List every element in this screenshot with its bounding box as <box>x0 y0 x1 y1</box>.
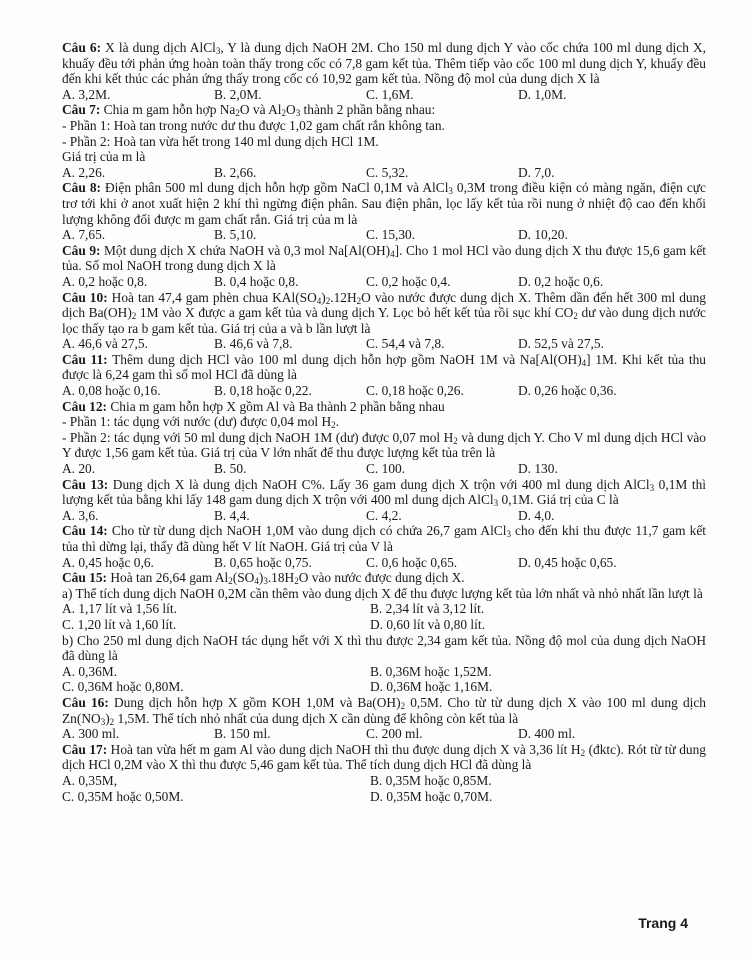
options-row <box>62 227 706 243</box>
question-stem: Câu 17: Hoà tan vừa hết m gam Al vào dung dịch NaOH thì thu được dung dịch X và 3,36 lít $H_2$ (đktc). Rót từ từ dung dịch HCl 0,2M vào X thì thu được 5,46 gam kết tủa. Thể tích dung dịch HCl đã dùng là <box>62 741 706 773</box>
answer-option: A. 0,45 hoặc 0,6. <box>62 554 154 570</box>
answer-option: B. 0,65 hoặc 0,75. <box>214 554 312 570</box>
answer-option: C. 1,20 lít và 1,60 lít. <box>62 616 177 632</box>
answer-option: B. 4,4. <box>214 507 250 523</box>
answer-option: D. 10,20. <box>518 227 568 243</box>
answer-option: C. 0,18 hoặc 0,26. <box>366 383 464 399</box>
answer-option: A. 20. <box>62 461 96 477</box>
question-stem: Câu 9: Một dung dịch X chứa NaOH và 0,3 mol $Na[Al(OH)_4]$. Cho 1 mol HCl vào dung dịch X thu được 15,6 gam kết tủa. Số mol NaOH trong dung dịch X là <box>62 242 706 274</box>
answer-option: A. 0,36M. <box>62 663 118 679</box>
answer-option: D. 130. <box>518 461 558 477</box>
question-number: Câu 9: <box>62 242 101 258</box>
answer-option: D. 4,0. <box>518 507 555 523</box>
options-row <box>62 508 706 524</box>
options-grid <box>62 773 706 804</box>
answer-option: D. 0,2 hoặc 0,6. <box>518 273 604 289</box>
question-stem: Câu 16: Dung dịch hỗn hợp X gồm KOH 1,0M và $Ba(OH)_2$ 0,5M. Cho từ từ dung dịch X vào 100 ml dung dịch $Zn(NO_3)_2$ 1,5M. Thể tích nhỏ nhất của dung dịch X cần dùng để không còn kết tủa là <box>62 694 706 727</box>
question-line: - Phần 2: tác dụng với 50 ml dung dịch NaOH 1M (dư) được 0,07 mol $H_2$ và dung dịch Y. Cho V ml dung dịch HCl vào Y được 1,56 gam kết tủa. Giá trị của V lớn nhất để thu được lượng kết tủa trên là <box>62 429 706 461</box>
question-line: b) Cho 250 ml dung dịch NaOH tác dụng hết với X thì thu được 2,34 gam kết tủa. Nồng độ mol của dung dịch NaOH đã dùng là <box>62 632 706 664</box>
answer-option: C. 15,30. <box>366 227 416 243</box>
answer-option: C. 4,2. <box>366 507 402 523</box>
question-line: - Phần 1: Hoà tan trong nước dư thu được 1,02 gam chất rắn không tan. <box>62 117 445 133</box>
answer-option: B. 2,66. <box>214 164 257 180</box>
question-line: - Phần 1: tác dụng với nước (dư) được 0,04 mol $H_2$. <box>62 414 339 431</box>
options-row <box>62 383 706 399</box>
answer-option: A. 0,08 hoặc 0,16. <box>62 383 161 399</box>
answer-option: D. 0,26 hoặc 0,36. <box>518 383 617 399</box>
options-row <box>62 274 706 290</box>
question-number: Câu 8: <box>62 180 101 196</box>
answer-option: B. 2,34 lít và 3,12 lít. <box>370 601 485 617</box>
question-number: Câu 13: <box>62 476 109 492</box>
answer-option: D. 0,35M hoặc 0,70M. <box>370 788 493 804</box>
answer-option: C. 0,35M hoặc 0,50M. <box>62 788 184 804</box>
question-line: Giá trị của m là <box>62 149 146 165</box>
answer-option: C. 54,4 và 7,8. <box>366 336 445 352</box>
question-stem: Câu 6: X là dung dịch AlCl$_3$, Y là dung dịch NaOH 2M. Cho 150 ml dung dịch Y vào cốc chứa 100 ml dung dịch X, khuấy đều tới phản ứng hoàn toàn thấy trong cốc có 7,8 gam kết tủa. Thêm tiếp vào cốc 100 ml dung dịch Y, khuấy đều đến khi kết thúc các phản ứng thấy trong cốc có 10,92 gam kết tủa. Nồng độ mol của dung dịch X là <box>62 40 706 87</box>
answer-option: D. 400 ml. <box>518 726 576 742</box>
answer-option: B. 0,35M hoặc 0,85M. <box>370 772 492 788</box>
options-row <box>62 726 706 742</box>
answer-option: B. 150 ml. <box>214 726 271 742</box>
answer-option: C. 200 ml. <box>366 726 423 742</box>
question-line: - Phần 2: Hoà tan vừa hết trong 140 ml dung dịch HCl 1M. <box>62 133 379 149</box>
answer-option: C. 0,6 hoặc 0,65. <box>366 554 458 570</box>
question-number: Câu 12: <box>62 398 108 414</box>
question-stem: Câu 8: Điện phân 500 ml dung dịch hỗn hợp gồm NaCl 0,1M và AlCl$_3$ 0,3M trong điều kiện có màng ngăn, điện cực trơ tới khi ở anot xuất hiện 2 khí thì ngừng điện phân. Sau điện phân, lọc lấy kết tủa rồi nung ở nhiệt độ cao đến khối lượng không đổi được m gam chất rắn. Giá trị của m là <box>62 180 706 227</box>
options-row <box>62 336 706 352</box>
question-stem: Câu 15: Hoà tan 26,64 gam $Al_2(SO_4)_3.18H_2O$ vào nước được dung dịch X. <box>62 570 465 587</box>
answer-option: A. 3,2M. <box>62 86 111 102</box>
options-row <box>62 87 706 103</box>
answer-option: D. 1,0M. <box>518 86 567 102</box>
question-number: Câu 16: <box>62 694 109 710</box>
question-stem: Câu 11: Thêm dung dịch HCl vào 100 ml dung dịch hỗn hợp gồm NaOH 1M và $Na[Al(OH)_4]$ 1M. Khi kết tủa thu được là 6,24 gam thì số mol HCl đã dùng là <box>62 351 706 383</box>
question-number: Câu 7: <box>62 102 101 118</box>
question-number: Câu 15: <box>62 570 108 586</box>
question-line: a) Thể tích dung dịch NaOH 0,2M cần thêm vào dung dịch X để thu được lượng kết tủa lớn nhất và nhỏ nhất lần lượt là <box>62 585 703 601</box>
options-grid <box>62 664 706 695</box>
answer-option: B. 5,10. <box>214 227 257 243</box>
answer-option: A. 0,2 hoặc 0,8. <box>62 273 148 289</box>
answer-option: D. 0,60 lít và 0,80 lít. <box>370 616 485 632</box>
answer-option: A. 46,6 và 27,5. <box>62 336 148 352</box>
answer-option: C. 5,32. <box>366 164 409 180</box>
question-number: Câu 10: <box>62 289 108 305</box>
answer-option: C. 0,36M hoặc 0,80M. <box>62 679 184 695</box>
question-stem: Câu 7: Chia m gam hỗn hợp $Na_2O$ và $Al_2O_3$ thành 2 phần bằng nhau: <box>62 102 436 119</box>
answer-option: D. 0,36M hoặc 1,16M. <box>370 679 493 695</box>
answer-option: B. 2,0M. <box>214 86 262 102</box>
question-number: Câu 17: <box>62 741 108 757</box>
answer-option: B. 0,4 hoặc 0,8. <box>214 273 299 289</box>
answer-option: A. 1,17 lít và 1,56 lít. <box>62 601 177 617</box>
answer-option: D. 7,0. <box>518 164 555 180</box>
question-stem: Câu 14: Cho từ từ dung dịch NaOH 1,0M vào dung dịch có chứa 26,7 gam AlCl$_3$ cho đến khi thu được 11,7 gam kết tủa thì dừng lại, thấy đã dùng hết V lít NaOH. Giá trị của V là <box>62 523 706 554</box>
answer-option: A. 3,6. <box>62 507 99 523</box>
answer-option: A. 2,26. <box>62 164 106 180</box>
answer-option: D. 52,5 và 27,5. <box>518 336 604 352</box>
answer-option: A. 0,35M, <box>62 772 118 788</box>
question-stem: Câu 12: Chia m gam hỗn hợp X gồm Al và Ba thành 2 phần bằng nhau <box>62 398 445 414</box>
answer-option: C. 0,2 hoặc 0,4. <box>366 273 451 289</box>
options-row <box>62 461 706 477</box>
question-number: Câu 6: <box>62 40 102 55</box>
options-row <box>62 165 706 181</box>
answer-option: D. 0,45 hoặc 0,65. <box>518 554 617 570</box>
answer-option: A. 300 ml. <box>62 726 120 742</box>
page-number: Trang 4 <box>638 915 688 931</box>
question-number: Câu 11: <box>62 351 108 367</box>
answer-option: C. 100. <box>366 461 406 477</box>
answer-option: B. 0,18 hoặc 0,22. <box>214 383 312 399</box>
question-stem: Câu 13: Dung dịch X là dung dịch NaOH C%. Lấy 36 gam dung dịch X trộn với 400 ml dung dịch AlCl$_3$ 0,1M thì lượng kết tủa bằng khi lấy 148 gam dung dịch X trộn với 400 ml dung dịch AlCl$_3$ 0,1M. Giá trị của C là <box>62 476 706 509</box>
question-number: Câu 14: <box>62 523 108 539</box>
options-row <box>62 555 706 571</box>
answer-option: B. 46,6 và 7,8. <box>214 336 293 352</box>
answer-option: A. 7,65. <box>62 227 106 243</box>
answer-option: B. 0,36M hoặc 1,52M. <box>370 663 492 679</box>
answer-option: B. 50. <box>214 461 247 477</box>
answer-option: C. 1,6M. <box>366 86 414 102</box>
question-stem: Câu 10: Hoà tan 47,4 gam phèn chua $KAl(SO_4)_2.12H_2O$ vào nước được dung dịch X. Thêm dần đến hết 300 ml dung dịch $Ba(OH)_2$ 1M vào X được a gam kết tủa và dung dịch Y. Lọc bỏ hết kết tủa rồi sục khí $CO_2$ dư vào dung dịch nước lọc thấy tạo ra b gam kết tủa. Giá trị của a và b lần lượt là <box>62 289 706 336</box>
options-grid <box>62 601 706 632</box>
